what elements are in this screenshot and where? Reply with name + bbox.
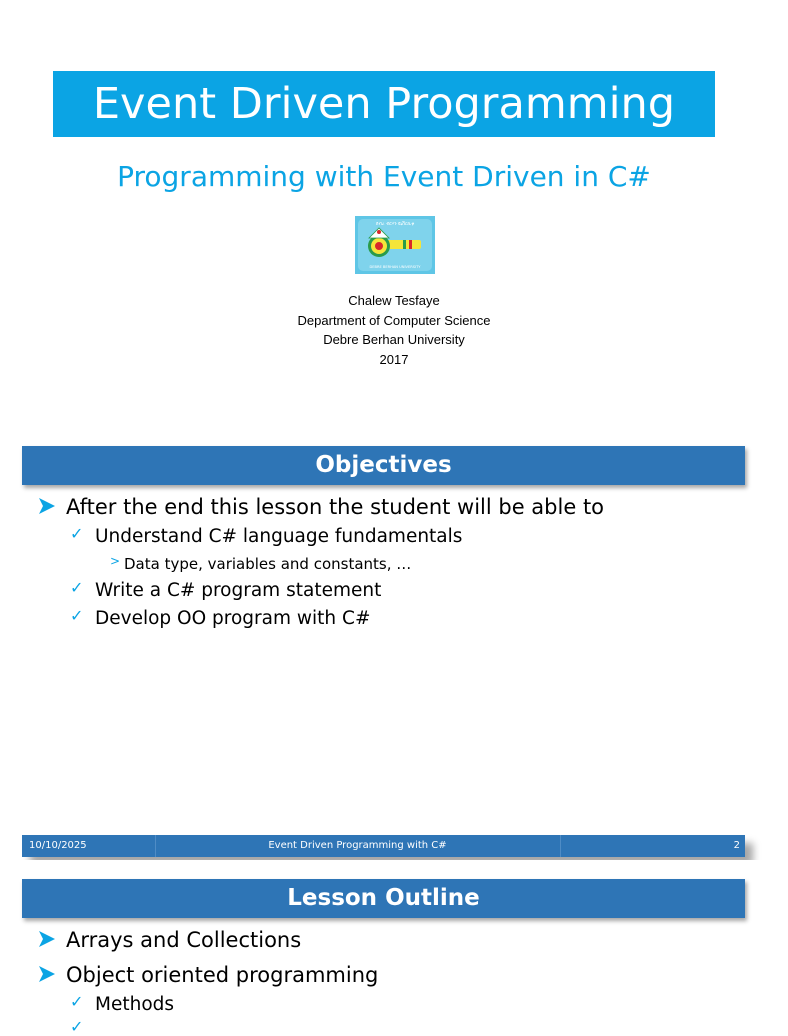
slide-footer	[22, 835, 745, 857]
check-bullet-icon: ✓	[70, 606, 84, 625]
outline-subitem: Methods	[95, 994, 175, 1015]
chevron-bullet-icon: >	[110, 554, 121, 568]
lesson-outline-slide	[0, 860, 768, 1036]
university-logo-graphic	[355, 216, 435, 274]
arrow-bullet-icon	[38, 930, 56, 948]
department-name: Department of Computer Science	[297, 312, 491, 328]
author-name: Chalew Tesfaye	[348, 293, 440, 308]
slide-title: Event Driven Programming	[53, 71, 715, 137]
footer-page-number: 2	[733, 840, 740, 851]
author-info	[0, 291, 788, 369]
lesson-outline-heading: Lesson Outline	[22, 879, 745, 918]
objectives-heading: Objectives	[22, 446, 745, 485]
university-name: Debre Berhan University	[323, 332, 465, 348]
arrow-bullet-icon	[38, 497, 56, 515]
outline-item: Object oriented programming	[66, 963, 379, 987]
university-logo	[355, 216, 435, 274]
check-bullet-icon: ✓	[70, 992, 84, 1011]
objective-subitem: Write a C# program statement	[95, 580, 382, 601]
check-bullet-icon: ✓	[70, 1017, 84, 1036]
check-bullet-icon: ✓	[70, 524, 84, 543]
title-slide	[0, 0, 768, 420]
year: 2017	[379, 351, 409, 367]
footer-date: 10/10/2025	[29, 840, 87, 851]
footer-title: Event Driven Programming with C#	[268, 840, 447, 851]
slide-subtitle: Programming with Event Driven in C#	[117, 160, 651, 193]
logo-text-top: ደብረ ብርሃን ዩኒቨርሲቲ	[375, 222, 415, 227]
outline-item: Arrays and Collections	[66, 928, 302, 952]
objective-item: After the end this lesson the student will be able to	[66, 495, 605, 519]
objective-subitem: Understand C# language fundamentals	[95, 526, 463, 547]
objective-subitem: Develop OO program with C#	[95, 608, 371, 629]
logo-text-bottom: DEBRE BERHAN UNIVERSITY	[369, 265, 421, 269]
arrow-bullet-icon	[38, 965, 56, 983]
objectives-slide	[0, 420, 768, 860]
check-bullet-icon: ✓	[70, 578, 84, 597]
objective-subsubitem: Data type, variables and constants, …	[124, 555, 412, 573]
